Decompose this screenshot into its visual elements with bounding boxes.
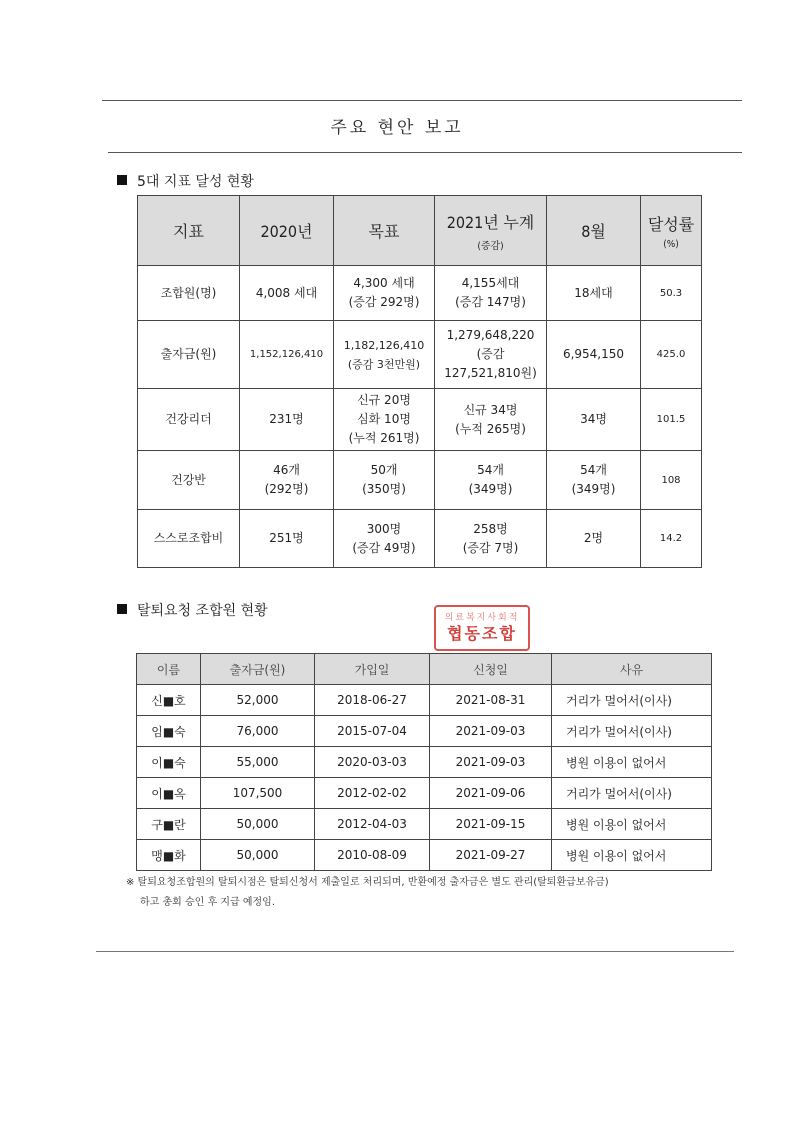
member-joined: 2015-07-04 bbox=[315, 716, 430, 747]
kpi-header-2020: 2020년 bbox=[240, 196, 334, 266]
member-reason: 거리가 멀어서(이사) bbox=[552, 716, 712, 747]
header-joined: 가입일 bbox=[315, 654, 430, 685]
member-joined: 2012-04-03 bbox=[315, 809, 430, 840]
member-reason: 거리가 멀어서(이사) bbox=[552, 778, 712, 809]
rate-cell: 50.3 bbox=[641, 266, 702, 321]
august-cell: 18세대 bbox=[547, 266, 641, 321]
member-applied: 2021-08-31 bbox=[430, 685, 552, 716]
table-row bbox=[137, 778, 712, 809]
kpi-header-august: 8월 bbox=[547, 196, 641, 266]
cumulative-cell: 신규 34명 (누적 265명) bbox=[435, 389, 547, 451]
member-reason: 병원 이용이 없어서 bbox=[552, 840, 712, 871]
footnote-line-1: ※ 탈퇴요청조합원의 탈퇴시점은 탈퇴신청서 제출일로 처리되며, 반환예정 출자금은 별도 관리(탈퇴환급보유금) bbox=[126, 877, 609, 888]
header-name: 이름 bbox=[137, 654, 201, 685]
square-bullet-icon bbox=[117, 175, 127, 185]
square-bullet-icon bbox=[117, 604, 127, 614]
member-name: 임■숙 bbox=[137, 716, 201, 747]
member-applied: 2021-09-15 bbox=[430, 809, 552, 840]
kpi-row-members bbox=[138, 266, 702, 321]
seal-top-text: 의료복지사회적 bbox=[444, 612, 520, 623]
member-name: 신■호 bbox=[137, 685, 201, 716]
page-title: 주요 현안 보고 bbox=[330, 118, 464, 138]
cumulative-cell: 54개 (349명) bbox=[435, 451, 547, 510]
member-name: 이■숙 bbox=[137, 747, 201, 778]
value-2020-cell: 46개 (292명) bbox=[240, 451, 334, 510]
kpi-table bbox=[137, 195, 702, 568]
target-cell: 신규 20명 심화 10명 (누적 261명) bbox=[334, 389, 435, 451]
rate-cell: 14.2 bbox=[641, 510, 702, 568]
indicator-cell: 조합원(명) bbox=[138, 266, 240, 321]
table-row bbox=[137, 809, 712, 840]
withdrawal-header-row bbox=[137, 654, 712, 685]
member-applied: 2021-09-03 bbox=[430, 747, 552, 778]
footnote bbox=[126, 873, 746, 913]
kpi-header-cumulative: 2021년 누계 (증감) bbox=[435, 196, 547, 266]
target-cell: 300명 (증감 49명) bbox=[334, 510, 435, 568]
member-applied: 2021-09-03 bbox=[430, 716, 552, 747]
rate-cell: 101.5 bbox=[641, 389, 702, 451]
top-divider bbox=[102, 100, 742, 101]
target-cell: 1,182,126,410 (증감 3천만원) bbox=[334, 321, 435, 389]
rate-cell: 108 bbox=[641, 451, 702, 510]
member-amount: 50,000 bbox=[201, 809, 315, 840]
kpi-header-indicator: 지표 bbox=[138, 196, 240, 266]
august-cell: 6,954,150 bbox=[547, 321, 641, 389]
kpi-header-rate: 달성률 (%) bbox=[641, 196, 702, 266]
member-amount: 50,000 bbox=[201, 840, 315, 871]
member-applied: 2021-09-06 bbox=[430, 778, 552, 809]
table-row bbox=[137, 685, 712, 716]
value-2020-cell: 1,152,126,410 bbox=[240, 321, 334, 389]
value-2020-cell: 4,008 세대 bbox=[240, 266, 334, 321]
member-reason: 병원 이용이 없어서 bbox=[552, 809, 712, 840]
member-name: 이■옥 bbox=[137, 778, 201, 809]
cumulative-cell: 4,155세대 (증감 147명) bbox=[435, 266, 547, 321]
rate-cell: 425.0 bbox=[641, 321, 702, 389]
indicator-cell: 스스로조합비 bbox=[138, 510, 240, 568]
header-amount: 출자금(원) bbox=[201, 654, 315, 685]
member-reason: 거리가 멀어서(이사) bbox=[552, 685, 712, 716]
august-cell: 2명 bbox=[547, 510, 641, 568]
member-joined: 2010-08-09 bbox=[315, 840, 430, 871]
footnote-line-2: 하고 총회 승인 후 지급 예정임. bbox=[140, 897, 275, 908]
header-reason: 사유 bbox=[552, 654, 712, 685]
member-amount: 55,000 bbox=[201, 747, 315, 778]
section-heading-text: 탈퇴요청 조합원 현황 bbox=[137, 603, 268, 619]
member-reason: 병원 이용이 없어서 bbox=[552, 747, 712, 778]
member-joined: 2018-06-27 bbox=[315, 685, 430, 716]
kpi-row-health-leader bbox=[138, 389, 702, 451]
august-cell: 54개 (349명) bbox=[547, 451, 641, 510]
indicator-cell: 건강반 bbox=[138, 451, 240, 510]
member-joined: 2020-03-03 bbox=[315, 747, 430, 778]
withdrawal-table bbox=[136, 653, 712, 871]
target-cell: 50개 (350명) bbox=[334, 451, 435, 510]
title-divider bbox=[108, 152, 742, 153]
august-cell: 34명 bbox=[547, 389, 641, 451]
member-joined: 2012-02-02 bbox=[315, 778, 430, 809]
section-heading-withdrawal bbox=[117, 600, 268, 620]
member-name: 맹■화 bbox=[137, 840, 201, 871]
section-heading-text: 5대 지표 달성 현황 bbox=[137, 174, 254, 190]
header-applied: 신청일 bbox=[430, 654, 552, 685]
kpi-row-self-dues bbox=[138, 510, 702, 568]
kpi-row-health-group bbox=[138, 451, 702, 510]
cooperative-seal-stamp bbox=[434, 605, 530, 651]
member-amount: 52,000 bbox=[201, 685, 315, 716]
member-applied: 2021-09-27 bbox=[430, 840, 552, 871]
table-row bbox=[137, 716, 712, 747]
table-row bbox=[137, 840, 712, 871]
value-2020-cell: 251명 bbox=[240, 510, 334, 568]
section-heading-kpi bbox=[117, 171, 254, 191]
kpi-header-row bbox=[138, 196, 702, 266]
bottom-divider bbox=[96, 951, 734, 952]
value-2020-cell: 231명 bbox=[240, 389, 334, 451]
kpi-header-target: 목표 bbox=[334, 196, 435, 266]
seal-main-text: 협동조합 bbox=[447, 623, 517, 643]
cumulative-cell: 1,279,648,220 (증감 127,521,810원) bbox=[435, 321, 547, 389]
indicator-cell: 출자금(원) bbox=[138, 321, 240, 389]
indicator-cell: 건강리더 bbox=[138, 389, 240, 451]
target-cell: 4,300 세대 (증감 292명) bbox=[334, 266, 435, 321]
kpi-row-capital bbox=[138, 321, 702, 389]
member-amount: 107,500 bbox=[201, 778, 315, 809]
member-name: 구■란 bbox=[137, 809, 201, 840]
cumulative-cell: 258명 (증감 7명) bbox=[435, 510, 547, 568]
member-amount: 76,000 bbox=[201, 716, 315, 747]
table-row bbox=[137, 747, 712, 778]
